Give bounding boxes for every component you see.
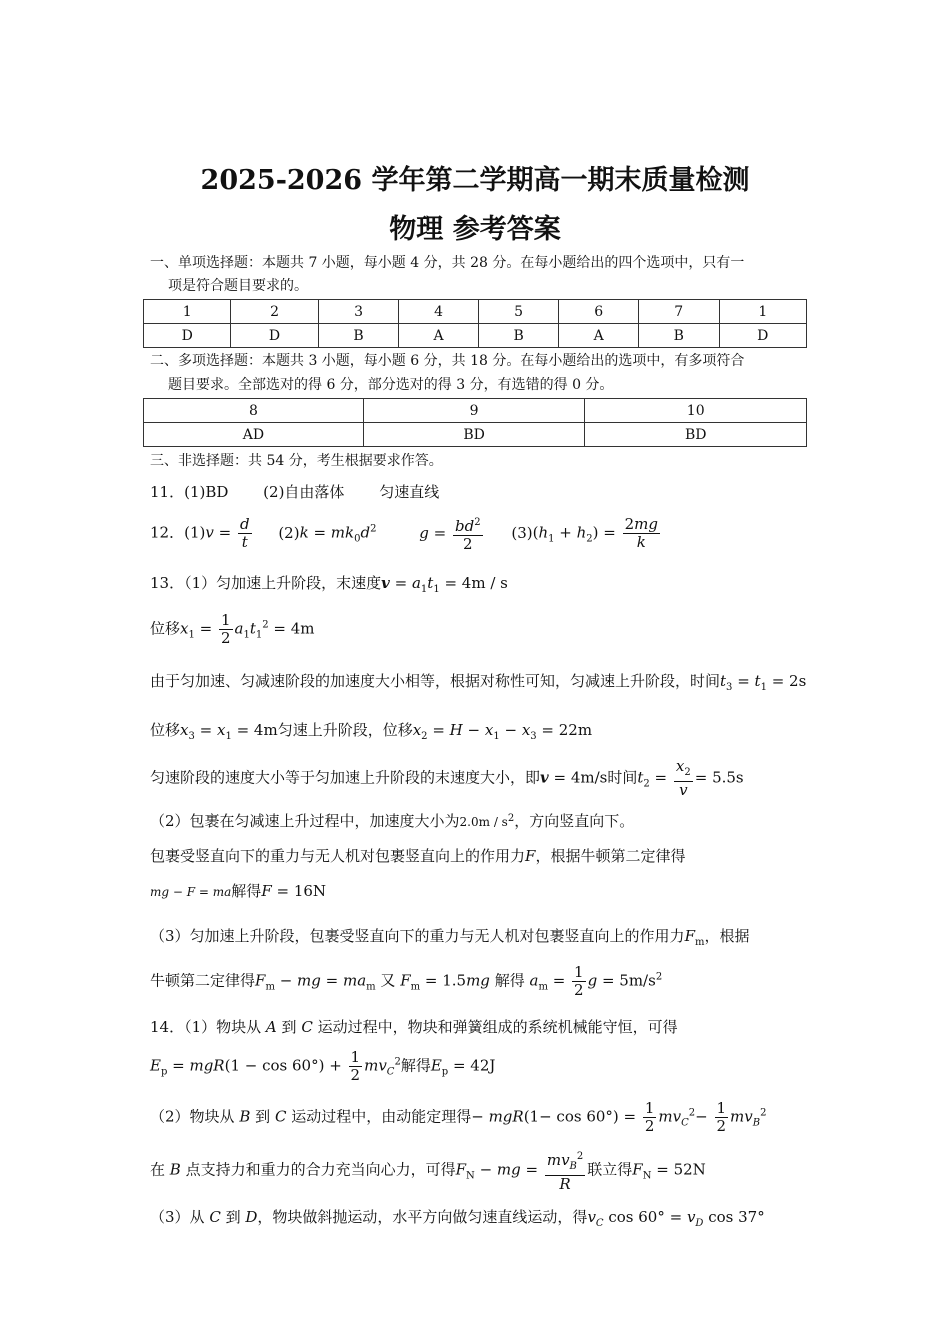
question-number: 10 xyxy=(585,399,807,423)
q13-line9: （3）匀加速上升阶段，包裹受竖直向下的重力与无人机对包裹竖直向上的作用力$F_m$，根据 xyxy=(150,927,750,948)
q14-text: 点支持力和重力的合力充当向心力，可得 xyxy=(185,1160,456,1179)
section1-heading: 一、单项选择题：本题共 7 小题，每小题 4 分，共 28 分。在每小题给出的四个选项中，只有一 xyxy=(150,255,745,271)
fraction: $\frac{mv_B^2}{R}$ xyxy=(545,1148,585,1193)
page-subtitle: 物理 参考答案 xyxy=(389,214,561,245)
question-number: 9 xyxy=(363,399,585,423)
q13-text: ，方向竖直向下。 xyxy=(514,812,635,830)
q13-text: 匀速阶段的速度大小等于匀加速上升阶段的末速度大小，即 xyxy=(150,768,541,787)
q13-text: 牛顿第二定律得 xyxy=(150,971,256,990)
q11-part1: 11．(1)BD xyxy=(150,483,229,501)
q13-text: ，根据牛顿第二定律得 xyxy=(535,847,686,865)
question-number: 2 xyxy=(231,300,318,324)
multi-choice-table xyxy=(143,398,807,447)
question-number: 5 xyxy=(478,300,559,324)
q13-line5: 匀速阶段的速度大小等于匀加速上升阶段的末速度大小，即v = 4m/s时间$t_2$ = $\frac{x_2}{v}$ = 5.5s xyxy=(150,757,744,799)
q13-line2: 位移$x_1$ = $\frac{1}{2}$ $a_1t_1^2 = 4m$ xyxy=(150,611,315,647)
q14-line1: 14．（1）物块从 A 到 C 运动过程中，物块和弹簧组成的系统机械能守恒，可得 xyxy=(150,1018,678,1036)
q13-text: 包裹受竖直向下的重力与无人机对包裹竖直向上的作用力 xyxy=(150,847,526,865)
q11-part2: (2)自由落体 xyxy=(263,483,345,501)
single-choice-table xyxy=(143,299,807,348)
q14-text: 联立得 xyxy=(587,1160,633,1179)
question-number: 6 xyxy=(559,300,638,324)
q13-line6: （2）包裹在匀减速上升过程中，加速度大小为$2.0m / s^2$，方向竖直向下。 xyxy=(150,812,635,830)
q11-line xyxy=(150,481,439,502)
q13-text: 匀速上升阶段，位移 xyxy=(277,721,413,739)
answer-cell: B xyxy=(318,324,399,348)
section2-heading-cont: 题目要求。全部选对的得 6 分，部分选对的得 3 分，有选错的得 0 分。 xyxy=(168,377,614,393)
answer-cell: D xyxy=(231,324,318,348)
q14-text: 解得 xyxy=(400,1056,431,1075)
q14-text: 运动过程中，物块和弹簧组成的系统机械能守恒，可得 xyxy=(317,1018,678,1036)
answer-cell: A xyxy=(559,324,638,348)
fraction: $\frac{1}{2}$ xyxy=(220,611,231,647)
fraction: $\frac{x_2}{v}$ xyxy=(675,757,691,799)
fraction: $\frac{1}{2}$ xyxy=(716,1099,727,1135)
question-number: 8 xyxy=(144,399,364,423)
answer-cell: D xyxy=(719,324,806,348)
question-number: 3 xyxy=(318,300,399,324)
fraction: $\frac{1}{2}$ xyxy=(644,1099,655,1135)
section1-heading-cont: 项是符合题目要求的。 xyxy=(168,278,308,294)
section2-heading: 二、多项选择题：本题共 3 小题，每小题 6 分，共 18 分。在每小题给出的选项中，有多项符合 xyxy=(150,353,745,369)
q14-line2: $E_p = mgR(1 - \cos 60^\circ)$ + $\frac{1}{2}$ $mv_C^2$解得$E_p = 42J$ xyxy=(150,1048,496,1084)
answer-cell: BD xyxy=(585,423,807,447)
table-row xyxy=(144,300,807,324)
q14-line4: 在 B 点支持力和重力的合力充当向心力，可得$F_N$ − mg = $\frac{mv_B^2}{R}$ 联立得$F_N = 52N$ xyxy=(150,1148,706,1193)
fraction: $\frac{1}{2}$ xyxy=(350,1048,361,1084)
q12-part2-label: (2) xyxy=(278,523,300,542)
section3-heading: 三、非选择题：共 54 分，考生根据要求作答。 xyxy=(150,453,443,469)
fraction: $\frac{1}{2}$ xyxy=(574,963,584,999)
q13-line8: mg − F = ma解得F = 16N xyxy=(150,882,327,900)
q13-text: 由于匀加速、匀减速阶段的加速度大小相等，根据对称性可知，匀减速上升阶段，时间 xyxy=(150,672,721,690)
q13-line3: 由于匀加速、匀减速阶段的加速度大小相等，根据对称性可知，匀减速上升阶段，时间$t_3 = t_1 = 2s$ xyxy=(150,672,807,693)
q14-text: 到 xyxy=(255,1107,271,1126)
q14-text: 在 xyxy=(150,1160,166,1179)
q14-text: ，物块做斜抛运动，水平方向做匀速直线运动，得 xyxy=(257,1208,588,1226)
q13-text: 位移 xyxy=(150,619,181,638)
q14-text: 运动过程中，由动能定理得 xyxy=(291,1107,472,1126)
q13-text: 13．（1）匀加速上升阶段，末速度 xyxy=(150,574,382,592)
question-number: 1 xyxy=(144,300,231,324)
q12-part1-label: 12．(1) xyxy=(150,523,206,542)
q13-text: 位移 xyxy=(150,721,181,739)
fraction: $\frac{d}{t}$ xyxy=(239,515,250,551)
answer-cell: A xyxy=(399,324,478,348)
q14-text: 到 xyxy=(225,1208,241,1226)
q13-text: （3）匀加速上升阶段，包裹受竖直向下的重力与无人机对包裹竖直向上的作用力 xyxy=(150,927,685,945)
answer-cell: BD xyxy=(363,423,585,447)
q13-text: 解得 xyxy=(494,971,525,990)
table-row xyxy=(144,423,807,447)
q14-text: （3）从 xyxy=(150,1208,205,1226)
table-row xyxy=(144,324,807,348)
answer-cell: AD xyxy=(144,423,364,447)
q13-line4: 位移$x_3 = x_1 = 4m$匀速上升阶段，位移$x_2 = H - x_1 - x_3 = 22m$ xyxy=(150,721,593,742)
q12-line: 12．(1)v = $\frac{d}{t}$ $(2)k = mk_0d^2$ g = $\frac{bd^2}{2}$ $(3)(h_1 + h_2)$ = $\frac{2mg}{k}$ xyxy=(150,515,658,553)
answer-cell: B xyxy=(638,324,719,348)
q14-line3: （2）物块从 B 到 C 运动过程中，由动能定理得− mgR(1− cos 60°) = $\frac{1}{2}$ $mv_C^2-$ $\frac{1}{2}$ $mv_B^2$ xyxy=(150,1099,767,1135)
q12-part3-label: (3) xyxy=(511,523,533,542)
q14-line5: （3）从 C 到 D，物块做斜抛运动，水平方向做匀速直线运动，得$v_C$ $\cos 60^\circ = v_D$ cos 37° xyxy=(150,1208,765,1229)
q13-text: ，根据 xyxy=(704,927,750,945)
question-number: 1 xyxy=(719,300,806,324)
q13-text: （2）包裹在匀减速上升过程中，加速度大小为 xyxy=(150,812,460,830)
q13-text: 解得 xyxy=(231,882,262,900)
question-number: 7 xyxy=(638,300,719,324)
q13-text: 时间 xyxy=(607,768,638,787)
answer-cell: D xyxy=(144,324,231,348)
page-title: 2025-2026 学年第二学期高一期末质量检测 xyxy=(200,165,750,196)
q11-part3: 匀速直线 xyxy=(379,483,440,501)
q14-text: 14．（1）物块从 xyxy=(150,1018,262,1036)
fraction: $\frac{bd^2}{2}$ xyxy=(453,514,483,553)
q14-text: （2）物块从 xyxy=(150,1107,235,1126)
q14-text: 到 xyxy=(281,1018,297,1036)
question-number: 4 xyxy=(399,300,478,324)
fraction: $\frac{2mg}{k}$ xyxy=(624,515,658,551)
q13-line1: 13．（1）匀加速上升阶段，末速度$v = a_1t_1 = 4m / s$ xyxy=(150,574,508,595)
q13-line7: 包裹受竖直向下的重力与无人机对包裹竖直向上的作用力F，根据牛顿第二定律得 xyxy=(150,847,686,865)
q13-line10: 牛顿第二定律得$F_m$ − mg = $ma_m$ 又 $F_m = 1.5mg$ 解得 $a_m$ = $\frac{1}{2}$ $g = 5m/s^2$ xyxy=(150,963,663,999)
table-row xyxy=(144,399,807,423)
answer-cell: B xyxy=(478,324,559,348)
q13-text: 又 xyxy=(380,971,396,990)
